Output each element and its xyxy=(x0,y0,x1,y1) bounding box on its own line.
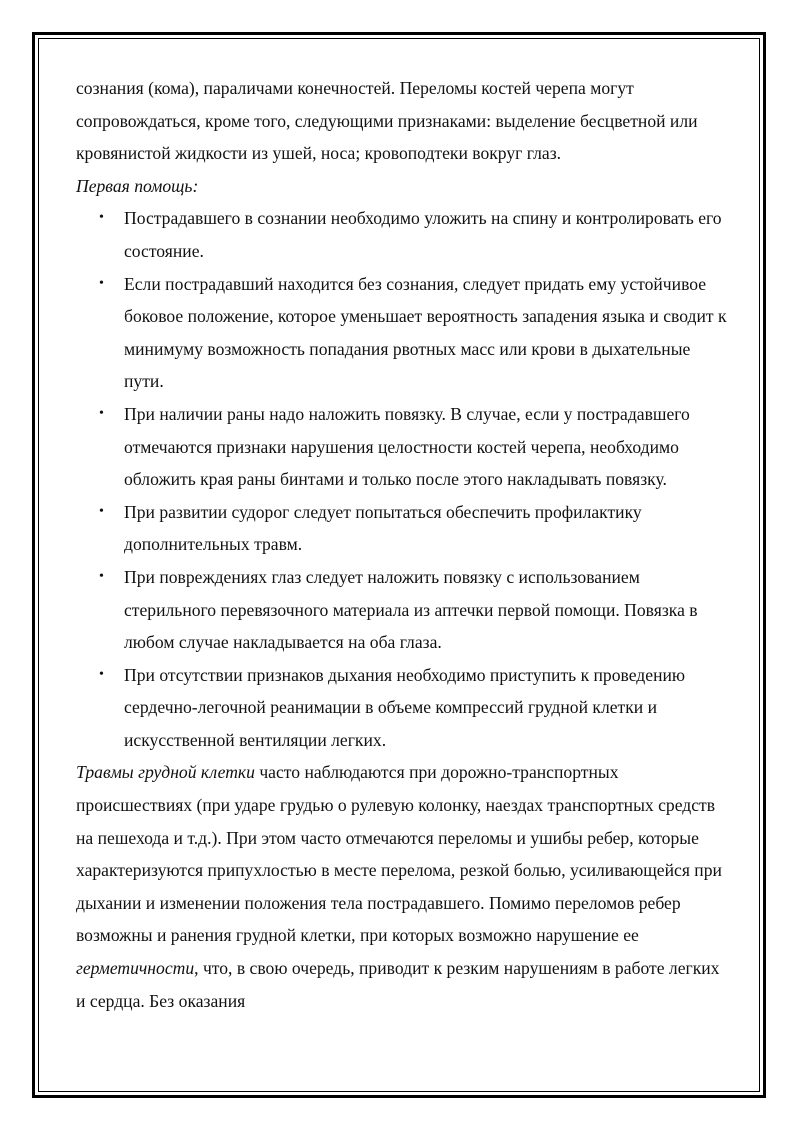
first-aid-list xyxy=(76,202,728,756)
first-aid-heading: Первая помощь: xyxy=(76,175,199,196)
chest-injury-text-2: , что, в свою очередь, приводит к резким нарушениям в работе легких и сердца. Без оказания xyxy=(76,958,720,1011)
tightness-term: герметичности xyxy=(76,958,195,979)
chest-injury-text-1: часто наблюдаются при дорожно-транспортных происшествиях (при ударе грудью о рулевую колонку, наездах транспортных средств на пешехода и т.д.). При этом часто отмечаются переломы и ушибы ребер, которые характеризуются припухлостью в месте перелома, резкой болью, усиливающейся при дыхании и изменении положения тела пострадавшего. Помимо переломов ребер возможны и ранения грудной клетки, при которых возможно нарушение ее xyxy=(76,762,722,946)
list-item-text: При наличии раны надо наложить повязку. В случае, если у пострадавшего отмечаются признаки нарушения целостности костей черепа, необходимо обложить края раны бинтами и только после этого накладывать повязку. xyxy=(124,403,690,490)
bullet-icon: • xyxy=(99,275,104,291)
list-item xyxy=(99,659,728,757)
chest-injury-term: Травмы грудной клетки xyxy=(76,762,255,783)
bullet-icon: • xyxy=(99,568,104,584)
list-item-text: При повреждениях глаз следует наложить повязку с использованием стерильного перевязочного материала из аптечки первой помощи. Повязка в любом случае накладывается на оба глаза. xyxy=(124,566,698,653)
document-body xyxy=(76,72,728,1017)
intro-paragraph: сознания (кома), параличами конечностей. Переломы костей черепа могут сопровождаться, кроме того, следующими признаками: выделение бесцветной или кровянистой жидкости из ушей, носа; кровоподтеки вокруг глаз. xyxy=(76,78,698,164)
list-item-text: При развитии судорог следует попытаться обеспечить профилактику дополнительных травм. xyxy=(124,501,642,555)
list-item xyxy=(99,202,728,267)
bullet-icon: • xyxy=(99,503,104,519)
list-item xyxy=(99,496,728,561)
list-item xyxy=(99,398,728,496)
list-item-text: Если пострадавший находится без сознания, следует придать ему устойчивое боковое положение, которое уменьшает вероятность западения языка и сводит к минимуму возможность попадания рвотных масс или крови в дыхательные пути. xyxy=(124,273,727,392)
list-item-text: При отсутствии признаков дыхания необходимо приступить к проведению сердечно-легочной реанимации в объеме компрессий грудной клетки и искусственной вентиляции легких. xyxy=(124,664,686,750)
list-item xyxy=(99,268,728,398)
bullet-icon: • xyxy=(99,210,104,226)
bullet-icon: • xyxy=(99,405,104,421)
bullet-icon: • xyxy=(99,666,104,682)
chest-injury-paragraph xyxy=(76,756,728,1017)
list-item xyxy=(99,561,728,659)
list-item-text: Пострадавшего в сознании необходимо уложить на спину и контролировать его состояние. xyxy=(124,208,722,261)
